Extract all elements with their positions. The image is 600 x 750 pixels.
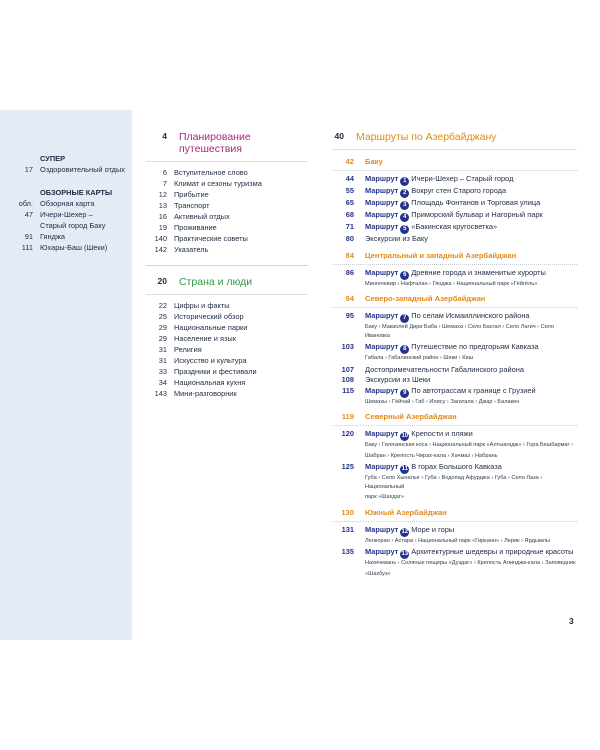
toc-page-number: 44	[345, 174, 354, 183]
route-item	[332, 462, 577, 474]
route-stops: Габала › Габалинский район › Шеки › Киш	[365, 355, 474, 361]
toc-page-number: обл.	[18, 199, 33, 208]
route-number-badge: 2	[400, 189, 409, 198]
toc-item	[332, 234, 577, 245]
toc-entry	[354, 547, 577, 559]
group-title: Северный Азербайджан	[365, 412, 457, 421]
toc-entry-text: Указатель	[174, 245, 209, 254]
planning-page: 4	[162, 131, 167, 141]
route-item	[332, 174, 577, 186]
route-label: Маршрут	[365, 267, 399, 277]
toc-entry	[354, 342, 577, 354]
toc-page-number: 108	[341, 375, 354, 384]
route-title: Ичери-Шехер – Старый город	[411, 174, 514, 183]
toc-page-number: 6	[162, 168, 167, 177]
toc-entry	[354, 198, 577, 210]
country-item	[146, 333, 308, 344]
dotted-divider	[332, 521, 577, 522]
toc-page-number: 13	[158, 201, 167, 210]
route-number-badge: 1	[400, 177, 409, 186]
route-stops: Ленкоран › Астара › Национальный парк «Гирканн» › Лерик › Ярдымлы	[365, 537, 550, 544]
planning-item	[146, 233, 308, 244]
planning-title: Планирование путешествия	[179, 131, 251, 155]
route-title: Древние города и знаменитые курорты	[411, 267, 546, 277]
route-number-badge: 5	[400, 225, 409, 234]
toc-entry-text: Национальные парки	[174, 323, 248, 332]
group-page-number: 94	[345, 294, 354, 303]
country-item	[146, 344, 308, 355]
route-stops: парк «Шахдаг»	[365, 494, 404, 500]
route-number-badge: 3	[400, 201, 409, 210]
route-item	[332, 525, 577, 537]
route-title: «Бакинская кругосветка»	[411, 222, 498, 231]
route-number-badge: 4	[400, 213, 409, 222]
route-title: В горах Большого Кавказа	[411, 462, 502, 471]
planning-item	[146, 167, 308, 178]
toc-entry-text: Национальная кухня	[174, 378, 246, 387]
route-stops: Нахичевань › Соляные пещеры «Дуздаг» › Крепость Алинджа-кала › Заповедник	[365, 560, 576, 566]
route-number-badge: 10	[401, 433, 409, 439]
toc-item	[332, 375, 577, 386]
group-title: Южный Азербайджан	[365, 507, 447, 517]
route-item	[332, 311, 577, 323]
toc-page-number: 107	[341, 364, 354, 374]
toc-item	[332, 365, 577, 376]
toc-entry-text: Прибытие	[174, 190, 209, 199]
map-item	[0, 198, 125, 209]
dotted-divider	[332, 425, 577, 426]
left-panel	[0, 153, 125, 253]
route-label: Маршрут	[365, 210, 399, 219]
toc-page-number: 16	[158, 212, 167, 221]
route-item	[332, 186, 577, 198]
route-label: Маршрут	[365, 311, 399, 320]
toc-page-number: 33	[158, 367, 167, 376]
toc-entry	[354, 525, 577, 537]
toc-entry	[354, 174, 577, 186]
toc-page-number: 68	[345, 210, 354, 219]
toc-page-number: 65	[345, 198, 354, 207]
page-number: 3	[569, 616, 574, 626]
routes-page: 40	[334, 131, 344, 141]
planning-item	[146, 211, 308, 222]
route-group-header	[332, 411, 577, 422]
toc-entry-text: Исторический обзор	[174, 312, 244, 321]
toc-entry-text: Праздники и фестивали	[174, 367, 257, 376]
toc-page-number: 25	[158, 312, 167, 321]
country-item	[146, 322, 308, 333]
map-item	[0, 209, 125, 220]
toc-page-number: 143	[154, 389, 167, 398]
country-item	[146, 366, 308, 377]
route-title: Море и горы	[411, 524, 455, 534]
toc-entry-text: Старый город Баку	[40, 221, 106, 230]
route-title: Приморский бульвар и Нагорный парк	[411, 210, 543, 219]
route-title: По автотрассам к границе с Грузией	[411, 385, 536, 395]
route-stops: Баку › Мавзолей Дири Баба › Шемаха › Село Басгал › Село Лагич › Село Ивановка	[365, 324, 554, 339]
toc-page-number: 17	[24, 165, 33, 174]
route-group	[332, 411, 577, 502]
route-title: Площадь Фонтанов и Торговая улица	[411, 198, 541, 207]
toc-page-number: 120	[341, 429, 354, 438]
route-stops: Шабран › Крепость Чирах-кала › Хачмаз › Набрань	[365, 452, 498, 459]
route-label: Маршрут	[365, 462, 399, 471]
routes-section-header	[332, 131, 577, 150]
group-page-number: 84	[345, 250, 354, 260]
planning-item	[146, 222, 308, 233]
toc-entry-text: Юхары-Баш (Шеки)	[40, 243, 108, 252]
route-title: Архитектурные шедевры и природные красоты	[411, 547, 574, 556]
toc-entry-text: Ичери-Шехер –	[40, 210, 93, 219]
route-item	[332, 210, 577, 222]
route-label: Маршрут	[365, 186, 399, 195]
route-group	[332, 507, 577, 579]
super-item	[0, 164, 125, 175]
toc-entry-text: Мини-разговорник	[174, 389, 237, 398]
toc-page-number: 31	[158, 345, 167, 354]
toc-page-number: 103	[341, 342, 354, 351]
toc-entry	[354, 311, 577, 323]
toc-entry-text: Практические советы	[174, 234, 248, 243]
toc-entry-text: Население и язык	[174, 334, 236, 343]
toc-page-number: 29	[158, 334, 167, 343]
route-number-badge: 7	[400, 314, 409, 323]
route-stops: Мингечевир › Нафталан › Гянджа › Национальный парк «Гёйгёль»	[365, 280, 538, 287]
routes-column	[332, 131, 577, 583]
toc-page-number: 95	[345, 311, 354, 320]
toc-entry-text: Климат и сезоны туризма	[174, 179, 262, 188]
toc-page-number: 12	[158, 190, 167, 199]
route-number-badge: 12	[401, 528, 409, 535]
dotted-divider	[332, 264, 577, 265]
toc-entry-text: Цифры и факты	[174, 301, 230, 310]
route-number-badge: 6	[400, 271, 409, 280]
toc-entry: Экскурсии из Баку	[365, 234, 428, 243]
route-item	[332, 386, 577, 398]
toc-entry-text: Оздоровительный отдых	[40, 165, 125, 174]
middle-column	[146, 131, 308, 399]
toc-page-number: 71	[345, 222, 354, 231]
toc-entry-text: Транспорт	[174, 201, 210, 210]
route-number-badge: 13	[401, 551, 409, 557]
toc-entry	[354, 222, 577, 234]
route-group-header	[332, 156, 577, 167]
super-heading-row	[0, 153, 125, 164]
country-item	[146, 355, 308, 366]
route-label: Маршрут	[365, 198, 399, 207]
route-number-badge: 8	[400, 345, 409, 354]
map-item	[0, 231, 125, 242]
toc-page-number: 131	[341, 524, 354, 534]
toc-entry	[354, 268, 577, 280]
maps-heading-row	[0, 187, 125, 198]
toc-page-number: 115	[342, 385, 354, 395]
route-stops: Баку › Гилязинская коса › Национальный парк «Алтыагадж» › Гора Бешбармаг ›	[365, 442, 573, 448]
country-item	[146, 388, 308, 399]
country-page: 20	[157, 276, 167, 286]
toc-entry	[354, 386, 577, 398]
toc-page-number: 86	[345, 267, 354, 277]
route-item	[332, 222, 577, 234]
route-label: Маршрут	[365, 342, 399, 351]
route-group-header	[332, 250, 577, 261]
toc-entry-text: Искусство и культура	[174, 356, 247, 365]
route-stops: Шемахы › Гёйчай › Габ › Илису › Загатала › Джар › Балакен	[365, 398, 520, 405]
route-title: По селам Исмаиллинского района	[411, 311, 530, 320]
toc-page-number: 47	[24, 210, 33, 219]
group-title: Баку	[365, 157, 383, 166]
route-title: Крепости и пляжи	[411, 429, 473, 438]
toc-page-number: 34	[158, 378, 167, 387]
route-number-badge: 11	[401, 466, 408, 472]
group-page-number: 130	[341, 507, 354, 517]
route-item	[332, 429, 577, 441]
route-label: Маршрут	[365, 429, 399, 438]
route-label: Маршрут	[365, 222, 399, 231]
route-item	[332, 268, 577, 280]
group-title: Центральный и западный Азербайджан	[365, 250, 517, 260]
toc-entry-text: Религия	[174, 345, 202, 354]
toc-entry: Достопримечательности Габалинского района	[365, 364, 524, 374]
planning-item	[146, 200, 308, 211]
route-label: Маршрут	[365, 547, 399, 556]
toc-entry	[354, 210, 577, 222]
toc-page-number: 55	[345, 186, 354, 195]
planning-section-header	[146, 131, 308, 162]
country-item	[146, 377, 308, 388]
toc-entry-text: Обзорная карта	[40, 199, 95, 208]
dotted-divider	[332, 170, 577, 171]
group-title: Северо-западный Азербайджан	[365, 294, 486, 303]
route-stops: Губа › Село Хыналыг › Губа › Водопад Афурджа › Губа › Село Лаза › Национальный	[365, 475, 543, 490]
planning-item	[146, 178, 308, 189]
country-section-header	[146, 276, 308, 295]
toc-page-number: 19	[158, 223, 167, 232]
toc-page-number: 80	[345, 234, 354, 243]
toc-entry-text: Активный отдых	[174, 212, 230, 221]
country-item	[146, 300, 308, 311]
dotted-divider	[332, 307, 577, 308]
toc-page-number: 31	[158, 356, 167, 365]
toc-entry: Экскурсии из Шеки	[365, 375, 431, 384]
route-group	[332, 250, 577, 289]
planning-item	[146, 244, 308, 255]
toc-entry-text: Гянджа	[40, 232, 65, 241]
toc-page-number: 22	[158, 301, 167, 310]
toc-entry-text: Проживание	[174, 223, 217, 232]
toc-page-number: 140	[154, 234, 167, 243]
map-item	[0, 220, 125, 231]
toc-page-number: 125	[341, 462, 354, 471]
route-item	[332, 342, 577, 354]
route-label: Маршрут	[365, 385, 399, 395]
route-item	[332, 198, 577, 210]
toc-entry	[354, 186, 577, 198]
route-item	[332, 547, 577, 559]
route-label: Маршрут	[365, 524, 399, 534]
toc-page-number: 7	[162, 179, 167, 188]
maps-heading: ОБЗОРНЫЕ КАРТЫ	[40, 188, 113, 197]
toc-page-number: 142	[154, 245, 167, 254]
toc-entry-text: Вступительное слово	[174, 168, 248, 177]
group-page-number: 42	[345, 157, 354, 166]
route-title: Путешествие по предгорьям Кавказа	[411, 342, 539, 351]
routes-title: Маршруты по Азербайджану	[356, 131, 497, 143]
route-title: Вокруг стен Старого города	[411, 186, 507, 195]
toc-entry	[354, 462, 577, 474]
route-group	[332, 156, 577, 245]
route-number-badge: 9	[400, 389, 409, 398]
toc-entry	[354, 429, 577, 441]
country-title: Страна и люди	[179, 276, 253, 288]
planning-item	[146, 189, 308, 200]
route-label: Маршрут	[365, 174, 399, 183]
group-page-number: 119	[341, 412, 354, 421]
super-heading: СУПЕР	[40, 154, 66, 163]
toc-page-number: 111	[21, 243, 33, 252]
route-stops: «Шахбуз»	[365, 570, 391, 577]
toc-page-number: 135	[341, 547, 354, 556]
route-group-header	[332, 507, 577, 518]
toc-page-number: 91	[24, 232, 33, 241]
route-group-header	[332, 293, 577, 304]
map-item	[0, 242, 125, 253]
country-item	[146, 311, 308, 322]
route-group	[332, 293, 577, 406]
toc-page-number: 29	[158, 323, 167, 332]
